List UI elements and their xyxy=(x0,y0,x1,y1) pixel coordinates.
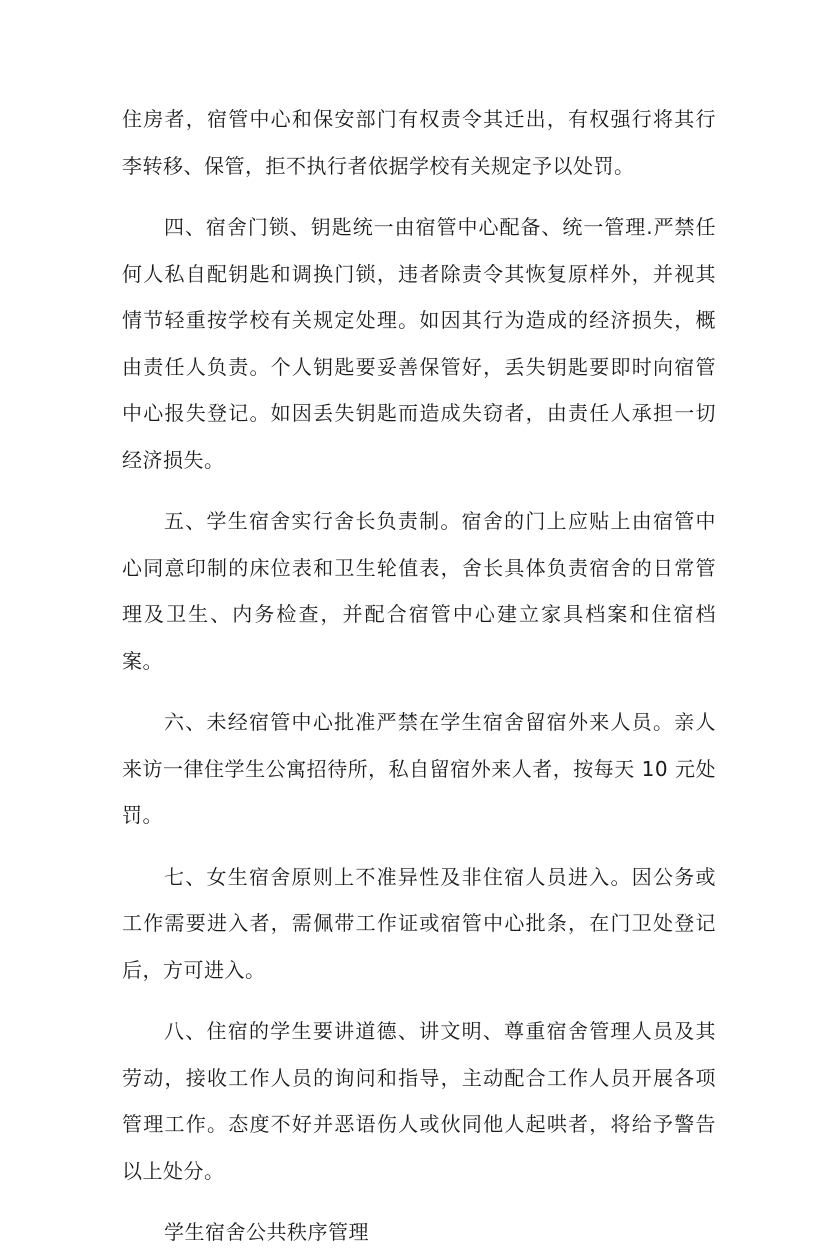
paragraph-item-4-keys: 四、宿舍门锁、钥匙统一由宿管中心配备、统一管理.严禁任何人私自配钥匙和调换门锁，违者除责令其恢复原样外，并视其情节轻重按学校有关规定处理。如因其行为造成的经济损失，概由责任人负责。个人钥匙要妥善保管好，丢失钥匙要即时向宿管中心报失登记。如因丢失钥匙而造成失窃者，由责任人承担一切经济损失。 xyxy=(122,215,716,472)
section-heading-public-order: 学生宿舍公共秩序管理 xyxy=(164,1220,369,1244)
paragraph-item-8-conduct: 八、住宿的学生要讲道德、讲文明、尊重宿舍管理人员及其劳动，接收工作人员的询问和指导，主动配合工作人员开展各项管理工作。态度不好并恶语伤人或伙同他人起哄者，将给予警告以上处分。 xyxy=(122,1019,716,1183)
paragraph-item-7-female-dorm: 七、女生宿舍原则上不准异性及非住宿人员进入。因公务或工作需要进入者，需佩带工作证或宿管中心批条，在门卫处登记后，方可进入。 xyxy=(122,864,716,982)
paragraph-item-5-dorm-leader: 五、学生宿舍实行舍长负责制。宿舍的门上应贴上由宿管中心同意印制的床位表和卫生轮值表，舍长具体负责宿舍的日常管理及卫生、内务检查，并配合宿管中心建立家具档案和住宿档案。 xyxy=(122,509,716,673)
document-body xyxy=(122,96,716,1256)
paragraph-item-6-visitors: 六、未经宿管中心批准严禁在学生宿舍留宿外来人员。亲人来访一律住学生公寓招待所，私自留宿外来人者，按每天 10 元处罚。 xyxy=(122,710,716,827)
paragraph-continuation: 住房者，宿管中心和保安部门有权责令其迁出，有权强行将其行李转移、保管，拒不执行者依据学校有关规定予以处罚。 xyxy=(122,107,716,178)
